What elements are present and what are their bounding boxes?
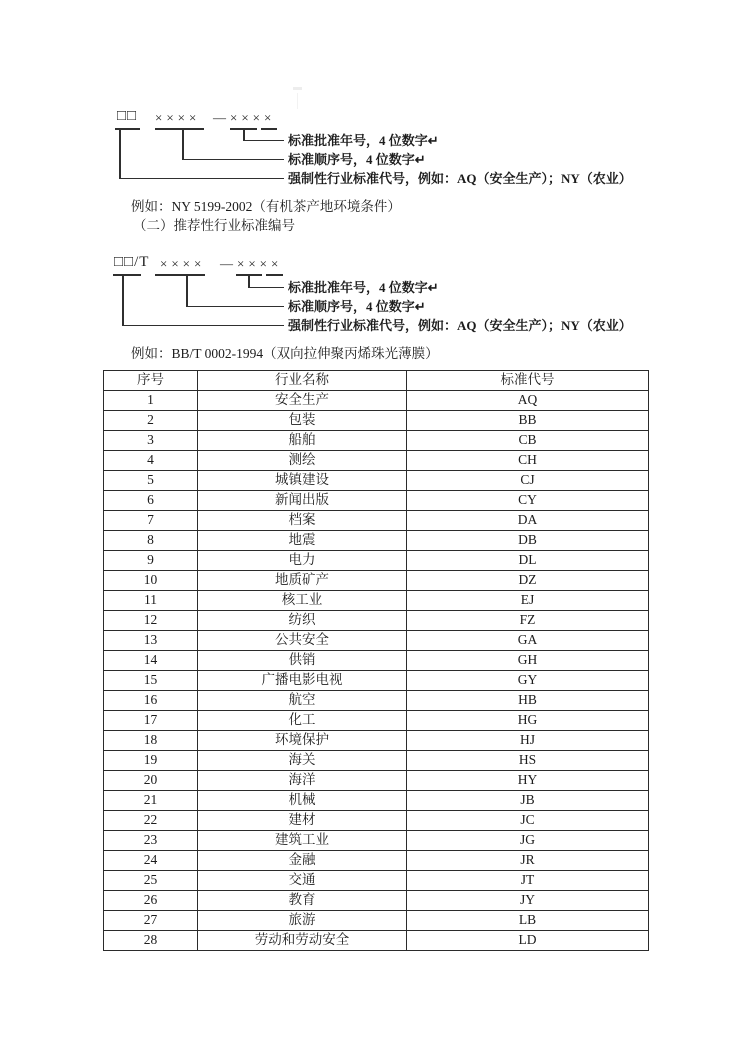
year-placeholder: —×××× (213, 110, 276, 125)
table-row (104, 471, 649, 491)
code-label: 强制性行业标准代号，例如：AQ（安全生产）；NY（农业） (288, 171, 632, 186)
sequence-placeholder: ×××× (160, 256, 206, 271)
table-row (104, 511, 649, 531)
standard-code-cell: DZ (407, 571, 649, 591)
industry-name-cell: 建材 (198, 811, 407, 831)
connector-line (119, 128, 121, 179)
serial-number-cell: 21 (104, 791, 198, 811)
code-label: 强制性行业标准代号，例如：AQ（安全生产）；NY（农业） (288, 318, 632, 333)
serial-number-cell: 23 (104, 831, 198, 851)
industry-name-cell: 公共安全 (198, 631, 407, 651)
table-row (104, 451, 649, 471)
connector-line (182, 128, 184, 160)
serial-number-cell: 3 (104, 431, 198, 451)
table-row (104, 831, 649, 851)
industry-name-cell: 供销 (198, 651, 407, 671)
standard-code-cell: JR (407, 851, 649, 871)
table-row (104, 911, 649, 931)
serial-number-cell: 17 (104, 711, 198, 731)
year-placeholder: —×××× (220, 256, 283, 271)
serial-number-cell: 1 (104, 391, 198, 411)
standard-code-cell: GA (407, 631, 649, 651)
sequence-label: 标准顺序号，4 位数字↵ (288, 152, 426, 167)
connector-line (182, 159, 284, 161)
table-row (104, 871, 649, 891)
diagram-underline (155, 274, 205, 276)
table-row (104, 731, 649, 751)
standard-code-cell: DL (407, 551, 649, 571)
table-body (104, 391, 649, 951)
industry-name-cell: 纺织 (198, 611, 407, 631)
industry-name-cell: 劳动和劳动安全 (198, 931, 407, 951)
table-row (104, 551, 649, 571)
table-row (104, 411, 649, 431)
serial-number-cell: 8 (104, 531, 198, 551)
industry-name-cell: 城镇建设 (198, 471, 407, 491)
standard-code-cell: HY (407, 771, 649, 791)
standard-code-cell: FZ (407, 611, 649, 631)
serial-number-cell: 7 (104, 511, 198, 531)
table-row (104, 591, 649, 611)
industry-name-cell: 广播电影电视 (198, 671, 407, 691)
table-row (104, 671, 649, 691)
standard-code-cell: CB (407, 431, 649, 451)
table-row (104, 711, 649, 731)
standard-code-placeholder: □□/T (114, 254, 150, 270)
serial-number-cell: 28 (104, 931, 198, 951)
section-heading: （二）推荐性行业标准编号 (133, 218, 295, 233)
industry-name-cell: 金融 (198, 851, 407, 871)
standard-code-cell: CY (407, 491, 649, 511)
table-row (104, 491, 649, 511)
standard-code-cell: LB (407, 911, 649, 931)
year-label: 标准批准年号，4 位数字↵ (288, 133, 439, 148)
sequence-label: 标准顺序号，4 位数字↵ (288, 299, 426, 314)
table-row (104, 751, 649, 771)
serial-number-cell: 9 (104, 551, 198, 571)
table-row (104, 571, 649, 591)
standard-code-cell: DB (407, 531, 649, 551)
industry-name-cell: 测绘 (198, 451, 407, 471)
serial-number-cell: 22 (104, 811, 198, 831)
scan-artifact (297, 93, 298, 109)
table-row (104, 771, 649, 791)
connector-line (248, 287, 284, 289)
industry-name-cell: 旅游 (198, 911, 407, 931)
serial-number-cell: 12 (104, 611, 198, 631)
serial-number-cell: 6 (104, 491, 198, 511)
standard-code-cell: JC (407, 811, 649, 831)
standard-code-cell: HJ (407, 731, 649, 751)
example-line-mandatory: 例如：NY 5199-2002（有机茶产地环境条件） (131, 199, 401, 214)
standard-code-cell: JY (407, 891, 649, 911)
table-row (104, 431, 649, 451)
year-label: 标准批准年号，4 位数字↵ (288, 280, 439, 295)
connector-line (122, 325, 284, 327)
standard-code-cell: HS (407, 751, 649, 771)
industry-name-cell: 航空 (198, 691, 407, 711)
standard-code-cell: GH (407, 651, 649, 671)
table-row (104, 651, 649, 671)
table-row (104, 851, 649, 871)
header-standard-code: 标准代号 (407, 371, 649, 391)
standard-code-placeholder: □□ (117, 108, 138, 124)
table-row (104, 631, 649, 651)
connector-line (119, 178, 284, 180)
scan-artifact (293, 87, 302, 90)
standard-code-cell: HB (407, 691, 649, 711)
header-industry-name: 行业名称 (198, 371, 407, 391)
industry-name-cell: 核工业 (198, 591, 407, 611)
industry-name-cell: 地质矿产 (198, 571, 407, 591)
industry-name-cell: 交通 (198, 871, 407, 891)
table-row (104, 611, 649, 631)
industry-name-cell: 新闻出版 (198, 491, 407, 511)
serial-number-cell: 11 (104, 591, 198, 611)
sequence-placeholder: ×××× (155, 110, 201, 125)
serial-number-cell: 18 (104, 731, 198, 751)
serial-number-cell: 25 (104, 871, 198, 891)
industry-name-cell: 船舶 (198, 431, 407, 451)
serial-number-cell: 13 (104, 631, 198, 651)
table-row (104, 791, 649, 811)
serial-number-cell: 24 (104, 851, 198, 871)
diagram-underline (113, 274, 141, 276)
connector-line (186, 274, 188, 307)
standard-code-cell: HG (407, 711, 649, 731)
industry-name-cell: 建筑工业 (198, 831, 407, 851)
connector-line (186, 306, 284, 308)
industry-name-cell: 电力 (198, 551, 407, 571)
standard-code-cell: EJ (407, 591, 649, 611)
connector-line (122, 274, 124, 326)
standard-code-cell: CH (407, 451, 649, 471)
standard-code-cell: DA (407, 511, 649, 531)
table-header (104, 371, 649, 391)
industry-name-cell: 包装 (198, 411, 407, 431)
table-row (104, 891, 649, 911)
table-row (104, 691, 649, 711)
connector-line (243, 140, 284, 142)
standard-code-cell: BB (407, 411, 649, 431)
standard-code-cell: CJ (407, 471, 649, 491)
diagram-underline (155, 128, 204, 130)
industry-name-cell: 环境保护 (198, 731, 407, 751)
industry-name-cell: 教育 (198, 891, 407, 911)
diagram-underline (261, 128, 277, 130)
industry-name-cell: 地震 (198, 531, 407, 551)
serial-number-cell: 27 (104, 911, 198, 931)
industry-name-cell: 海洋 (198, 771, 407, 791)
table-row (104, 391, 649, 411)
header-serial-number: 序号 (104, 371, 198, 391)
industry-code-table (103, 370, 649, 951)
industry-name-cell: 机械 (198, 791, 407, 811)
serial-number-cell: 26 (104, 891, 198, 911)
serial-number-cell: 2 (104, 411, 198, 431)
serial-number-cell: 16 (104, 691, 198, 711)
standard-code-cell: LD (407, 931, 649, 951)
table-row (104, 931, 649, 951)
serial-number-cell: 20 (104, 771, 198, 791)
serial-number-cell: 10 (104, 571, 198, 591)
industry-name-cell: 安全生产 (198, 391, 407, 411)
standard-code-cell: JT (407, 871, 649, 891)
industry-name-cell: 档案 (198, 511, 407, 531)
serial-number-cell: 5 (104, 471, 198, 491)
table-row (104, 811, 649, 831)
standard-code-cell: GY (407, 671, 649, 691)
standard-code-cell: AQ (407, 391, 649, 411)
standard-code-cell: JB (407, 791, 649, 811)
table-row (104, 531, 649, 551)
diagram-underline (266, 274, 283, 276)
serial-number-cell: 4 (104, 451, 198, 471)
serial-number-cell: 15 (104, 671, 198, 691)
serial-number-cell: 19 (104, 751, 198, 771)
table-header-row (104, 371, 649, 391)
industry-name-cell: 海关 (198, 751, 407, 771)
serial-number-cell: 14 (104, 651, 198, 671)
industry-name-cell: 化工 (198, 711, 407, 731)
standard-code-cell: JG (407, 831, 649, 851)
example-line-recommended: 例如：BB/T 0002-1994（双向拉伸聚丙烯珠光薄膜） (131, 346, 439, 361)
